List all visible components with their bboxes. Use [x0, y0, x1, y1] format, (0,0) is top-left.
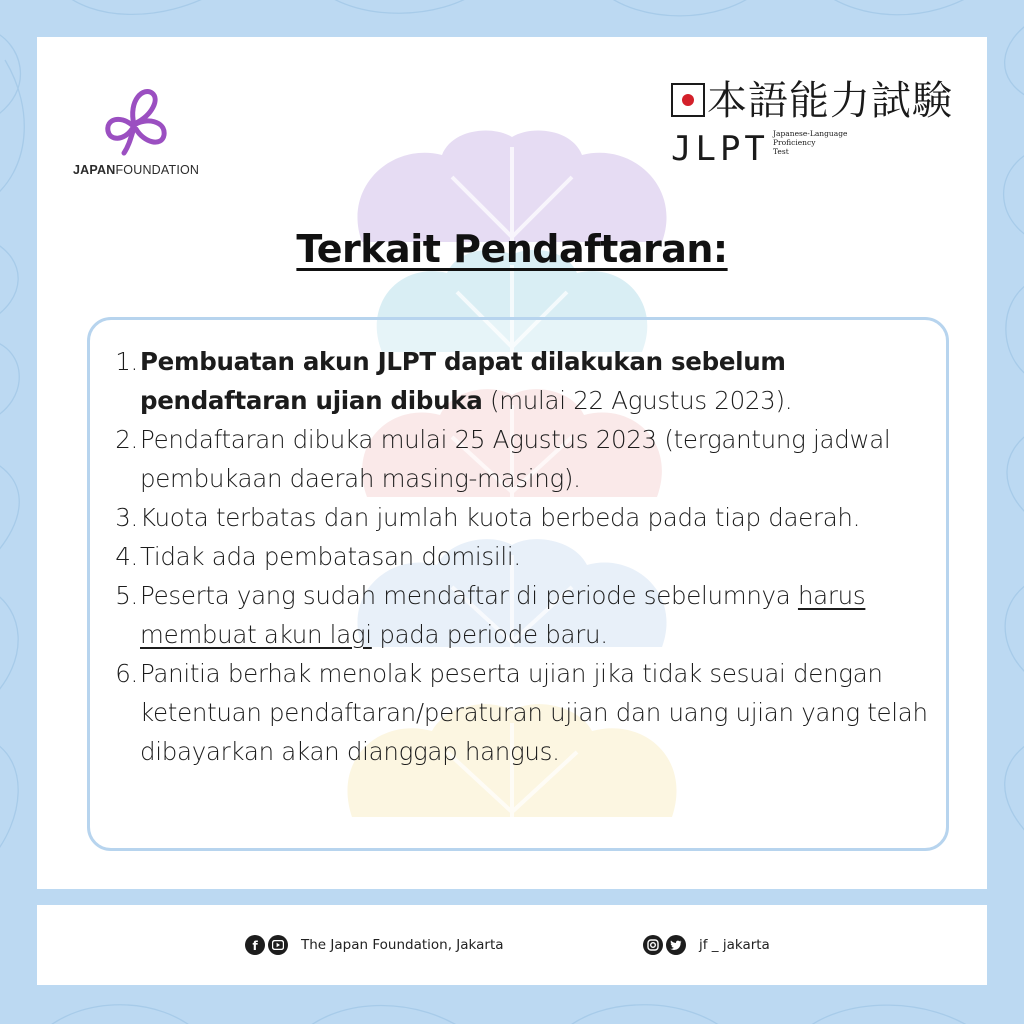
rule-text: Panitia berhak menolak peserta ujian jika tidak sesuai dengan ketentuan pendaftaran/peraturan ujian dan uang ujian yang telah dibayarkan akan dianggap hangus. — [140, 659, 928, 766]
rule-item-2 — [110, 420, 940, 498]
jlpt-abbreviation: JLPT — [671, 129, 769, 169]
rule-text: Tidak ada pembatasan domisili. — [140, 542, 521, 571]
footer — [37, 905, 987, 985]
rule-text: (mulai 22 Agustus 2023). — [482, 386, 793, 415]
jlpt-kanji-text: 本語能力試験 — [707, 78, 953, 124]
butterfly-icon — [100, 85, 170, 157]
jlpt-subtitle — [773, 129, 873, 156]
rules-box — [87, 317, 949, 851]
facebook-icon[interactable] — [245, 935, 265, 955]
main-card — [37, 37, 987, 889]
japan-foundation-logo — [73, 85, 200, 177]
rule-item-6 — [110, 654, 940, 771]
rule-number: 3. — [115, 503, 138, 532]
footer-left — [245, 935, 504, 955]
rule-text: Kuota terbatas dan jumlah kuota berbeda pada tiap daerah. — [140, 503, 861, 532]
brand-bold: JAPAN — [73, 163, 116, 177]
rule-bold-text: Pembuatan akun JLPT dapat dilakukan sebelum pendaftaran ujian dibuka — [140, 347, 786, 415]
rule-number: 5. — [115, 581, 138, 610]
rule-item-5 — [110, 576, 940, 654]
twitter-icon[interactable] — [666, 935, 686, 955]
rule-number: 1. — [115, 347, 138, 376]
jlpt-kanji-title — [669, 79, 953, 123]
instagram-icon[interactable] — [643, 935, 663, 955]
rule-number: 4. — [115, 542, 138, 571]
footer-facebook-youtube-handle[interactable]: The Japan Foundation, Jakarta — [301, 937, 504, 953]
rule-item-1 — [110, 342, 940, 420]
rules-list — [110, 342, 940, 771]
youtube-icon[interactable] — [268, 935, 288, 955]
brand-rest: FOUNDATION — [115, 163, 200, 177]
rule-item-4 — [110, 537, 940, 576]
jlpt-logo — [669, 79, 979, 179]
rule-number: 2. — [115, 425, 138, 454]
rule-underlined-text: harus membuat akun lagi — [140, 581, 866, 649]
footer-instagram-twitter-handle[interactable]: jf _ jakarta — [699, 937, 770, 953]
rule-text: pada periode baru. — [371, 620, 608, 649]
jlpt-subtitle-line: Proficiency — [773, 138, 816, 147]
footer-right — [643, 935, 770, 955]
rule-item-3 — [110, 498, 940, 537]
rule-text: Pendaftaran dibuka mulai 25 Agustus 2023 (tergantung jadwal pembukaan daerah masing-masing). — [140, 425, 891, 493]
rule-number: 6. — [115, 659, 138, 688]
jlpt-subtitle-line: Japanese-Language — [773, 129, 848, 138]
svg-text:f: f — [252, 939, 258, 951]
rule-text: Peserta yang sudah mendaftar di periode sebelumnya — [140, 581, 798, 610]
page-title: Terkait Pendaftaran: — [296, 227, 728, 271]
jlpt-subtitle-line: Test — [773, 147, 789, 156]
